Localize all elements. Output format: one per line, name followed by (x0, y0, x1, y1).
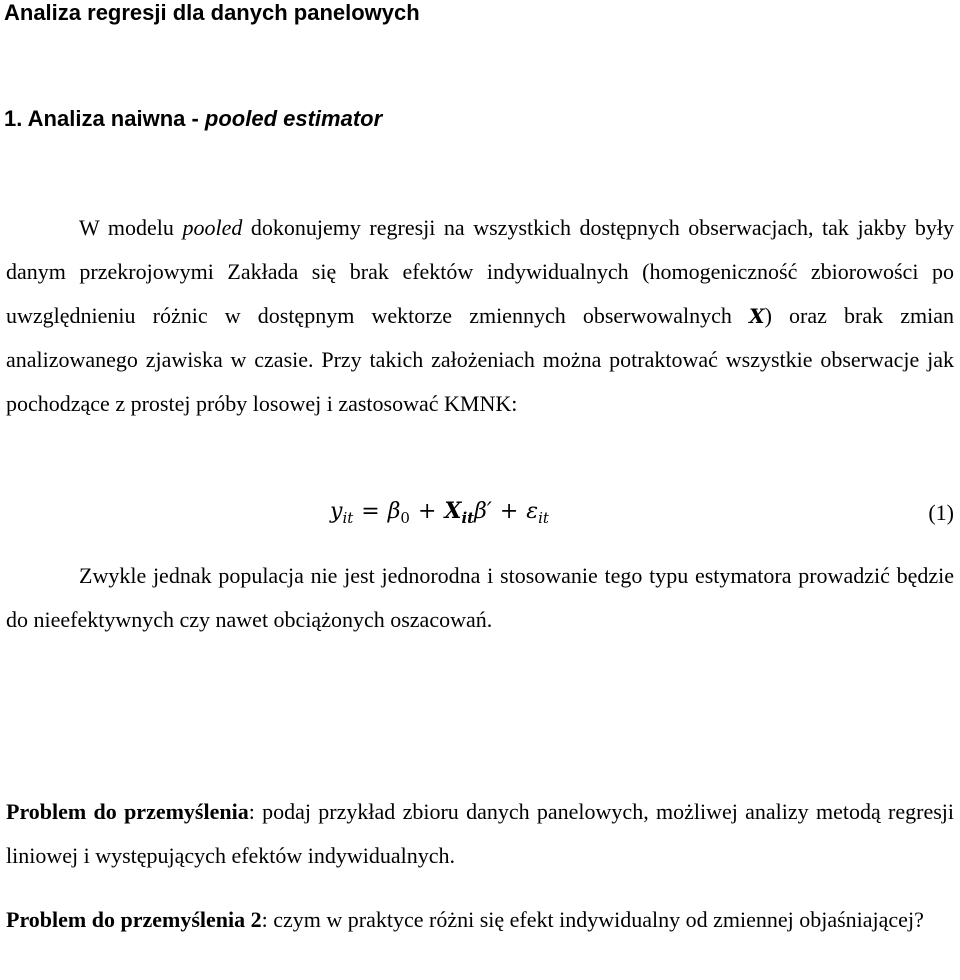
paragraph-text: dokonujemy regresji na wszystkich dostępnych obserwacjach, tak jakby były danym przekrojowymi Zakłada się brak efektów indywidualnych (homogeniczność zbiorowości po uwzględnieniu różnic w dostępnym wektorze zmiennych obserwowalnych (6, 215, 954, 328)
eq-beta-prime: β′ (474, 499, 492, 524)
equation-number: (1) (928, 500, 954, 525)
eq-x: X (444, 498, 462, 524)
problem-label: Problem do przemyślenia 2 (6, 907, 262, 932)
eq-equals: = (361, 499, 380, 524)
paragraph-text: Zwykle jednak populacja nie jest jednorodna i stosowanie tego typu estymatora prowadzić będzie do nieefektywnych czy nawet obciążonych oszacowań. (6, 563, 954, 632)
paragraph-text: W modelu (79, 215, 183, 240)
section-title: Analiza naiwna - (27, 106, 205, 131)
section-heading (4, 105, 382, 133)
eq-epsilon-subscript: it (538, 509, 549, 527)
paragraph-text: ) oraz brak zmian analizowanego zjawiska w czasie. Przy takich założeniach można potraktować wszystkie obserwacje jak pochodzące z prostej próby losowej i zastosować KMNK: (6, 303, 954, 416)
section-number: 1. (4, 106, 23, 131)
problem-text: : czym w praktyce różni się efekt indywidualny od zmiennej objaśniającej? (261, 907, 924, 932)
eq-epsilon: ε (526, 499, 539, 524)
eq-beta-subscript: 0 (400, 509, 410, 527)
eq-x-subscript: it (461, 509, 475, 527)
regression-equation (330, 496, 549, 527)
eq-y: y (330, 499, 343, 524)
problem-1 (6, 790, 954, 878)
eq-plus: + (417, 499, 437, 524)
eq-beta: β (387, 499, 401, 524)
section-title-italic: pooled estimator (204, 106, 383, 131)
paragraph-italic-term: pooled (182, 215, 243, 240)
math-symbol-x: X (749, 304, 765, 328)
paragraph-pooled-model (6, 206, 954, 426)
problem-label: Problem do przemyślenia (6, 799, 249, 824)
eq-y-subscript: it (342, 509, 354, 527)
problem-2 (6, 898, 954, 942)
eq-plus: + (499, 499, 519, 524)
problem-text: : podaj przykład zbioru danych panelowych, możliwej analizy metodą regresji liniowej i występujących efektów indywidualnych. (6, 799, 954, 868)
document-title: Analiza regresji dla danych panelowych (4, 0, 420, 25)
paragraph-heterogeneity (6, 554, 954, 642)
